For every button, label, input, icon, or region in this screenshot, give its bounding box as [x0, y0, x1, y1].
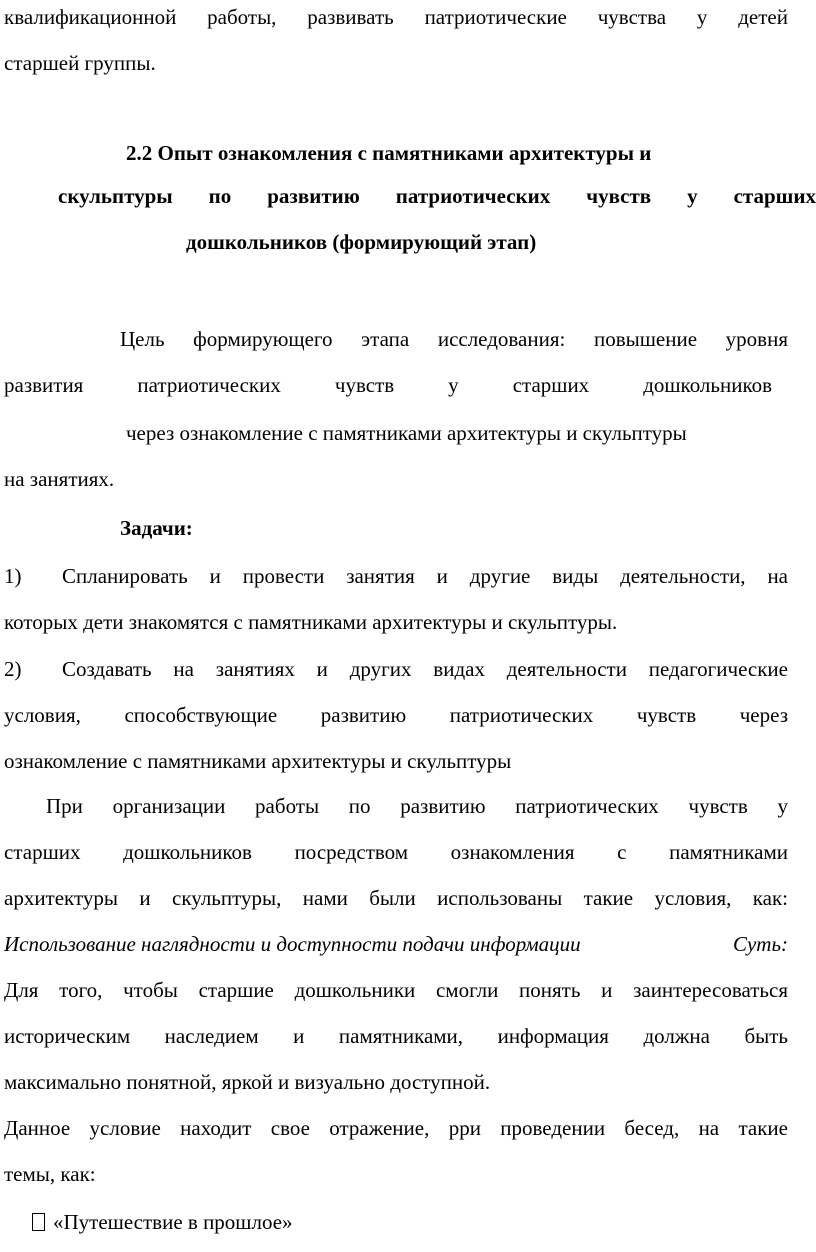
goal-line-2: развития патриотических чувств у старших дошкольников	[4, 373, 772, 397]
intro-line-1: квалификационной работы, развивать патриотические чувства у детей	[4, 5, 788, 29]
intro-line-2: старшей группы.	[4, 51, 156, 75]
organization-line-2: старших дошкольников посредством ознакомления с памятниками	[4, 840, 788, 864]
reflection-line-2: темы, как:	[4, 1162, 96, 1186]
condition-title: Использование наглядности и доступности подачи информации	[4, 932, 581, 956]
goal-line-4: на занятиях.	[4, 467, 115, 491]
organization-line-7: максимально понятной, яркой и визуально доступной.	[4, 1070, 491, 1094]
task-1-line-1: Спланировать и провести занятия и другие виды деятельности, на	[62, 564, 788, 588]
topic-list-item	[32, 1209, 632, 1235]
bullet-icon	[32, 1213, 45, 1231]
reflection-line-1: Данное условие находит свое отражение, рри проведении бесед, на такие	[4, 1116, 788, 1140]
tasks-title: Задачи:	[120, 516, 193, 540]
task-2-number: 2)	[4, 657, 22, 681]
organization-line-6: историческим наследием и памятниками, информация должна быть	[4, 1024, 788, 1048]
task-1-number: 1)	[4, 564, 22, 588]
goal-line-1: Цель формирующего этапа исследования: повышение уровня	[120, 327, 788, 351]
organization-line-3: архитектуры и скульптуры, нами были использованы такие условия, как:	[4, 886, 788, 910]
task-2-line-3: ознакомление с памятниками архитектуры и скульптуры	[4, 749, 512, 773]
task-2-line-2: условия, способствующие развитию патриотических чувств через	[4, 703, 788, 727]
section-heading-line-2: скульптуры по развитию патриотических чувств у старших	[58, 184, 816, 208]
organization-line-5: Для того, чтобы старшие дошкольники смогли понять и заинтересоваться	[4, 978, 788, 1002]
section-heading-line-1: 2.2 Опыт ознакомления с памятниками архитектуры и	[126, 141, 652, 165]
task-1-line-2: которых дети знакомятся с памятниками архитектуры и скульптуры.	[4, 610, 618, 634]
condition-line	[4, 931, 788, 957]
section-heading-line-3: дошкольников (формирующий этап)	[186, 230, 537, 254]
condition-essence-label: Суть:	[732, 932, 788, 956]
topic-item-label: «Путешествие в прошлое»	[53, 1210, 293, 1234]
goal-line-3: через ознакомление с памятниками архитектуры и скульптуры	[126, 421, 687, 445]
task-2-line-1: Создавать на занятиях и других видах деятельности педагогические	[62, 657, 788, 681]
organization-line-1: При организации работы по развитию патриотических чувств у	[46, 794, 788, 818]
